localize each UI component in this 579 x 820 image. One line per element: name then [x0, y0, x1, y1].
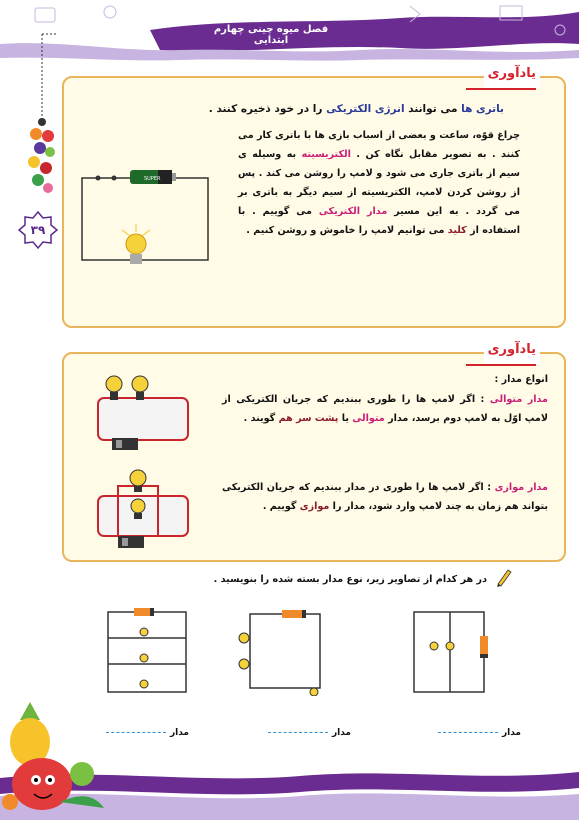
- fruit-cluster-icon: [28, 128, 55, 193]
- battery-icon: [112, 438, 138, 450]
- parallel-part: مدار موازی: [494, 482, 548, 493]
- chapter-title: فصل میوه چینی چهارم ابتدایی: [213, 24, 329, 46]
- light-bulb-icon: [239, 659, 249, 669]
- para-part: الکتریسیته: [301, 149, 351, 160]
- light-bulb-icon: [239, 633, 249, 643]
- para-part: مدار الکتریکی: [318, 206, 388, 217]
- reminder-tab-2: یادآوری: [484, 342, 540, 364]
- answer-row-2[interactable]: [268, 728, 351, 738]
- para-part: چراغ قوّه، ساعت و بعضی از اسباب بازی ها با باتری کار می کنند . به تصویر مقابل نگاه کن .: [238, 130, 520, 160]
- light-bulb-icon: [132, 376, 148, 400]
- page-number: ۳۹: [30, 223, 46, 237]
- series-circuit-illustration: [84, 372, 204, 456]
- exercise-instruction: در هر کدام از تصاویر زیر، نوع مدار بسته شده را بنویسید .: [213, 574, 487, 585]
- heading-part: انرژی الکتریکی: [326, 103, 405, 115]
- parallel-circuit-text: [222, 478, 548, 516]
- para-part: می گوییم . با استفاده از: [238, 206, 520, 236]
- parallel-part: : اگر لامپ ها را طوری در مدار ببندیم که جریان الکتریکی بتواند هم زمان به چند لامپ وارد شود، مدار را: [222, 482, 548, 512]
- light-bulb-icon: [122, 224, 150, 264]
- series-part: پشت سر هم: [278, 413, 339, 424]
- light-bulb-icon: [140, 680, 148, 688]
- light-bulb-icon: [106, 376, 122, 400]
- tab-underline: [466, 364, 536, 366]
- series-part: گویند .: [243, 413, 279, 424]
- exercise-circuit-1: [104, 606, 190, 696]
- exercise-circuit-2: [234, 606, 324, 696]
- light-bulb-icon: [140, 654, 148, 662]
- heading-part: باتری ها: [461, 103, 504, 115]
- parallel-circuit-illustration: [84, 466, 204, 556]
- circuit-types-label: انواع مدار :: [494, 374, 548, 385]
- heading-part: را در خود ذخیره کنند .: [208, 103, 327, 115]
- circuit-explanation: [238, 126, 520, 240]
- answer-blank[interactable]: [268, 732, 328, 733]
- series-circuit-text: [222, 390, 548, 428]
- light-bulb-icon: [140, 628, 148, 636]
- series-part: مدار متوالی: [489, 394, 548, 405]
- pencil-icon: [494, 568, 512, 588]
- simple-circuit-illustration: [74, 164, 214, 274]
- series-part: یا: [338, 413, 353, 424]
- parallel-part: موازی: [299, 501, 330, 512]
- parallel-part: گوییم .: [262, 501, 300, 512]
- battery-icon: [282, 610, 306, 618]
- reminder-box-2: [62, 342, 566, 562]
- tab-underline: [466, 88, 536, 90]
- light-bulb-icon: [446, 642, 454, 650]
- reminder-box-1: [62, 66, 566, 328]
- reminder-tab-1: یادآوری: [484, 66, 540, 88]
- answer-row-3[interactable]: [438, 728, 521, 738]
- light-bulb-icon: [130, 470, 146, 492]
- answer-label: مدار: [169, 728, 189, 738]
- light-bulb-icon: [430, 642, 438, 650]
- battery-icon: [130, 170, 176, 184]
- answer-blank[interactable]: [438, 732, 498, 733]
- svg-text:SUPER: SUPER: [144, 176, 161, 182]
- fruit-mascot-icon: [0, 702, 110, 820]
- battery-icon: [118, 536, 144, 548]
- answer-label: مدار: [501, 728, 521, 738]
- exercise-circuit-3: [410, 606, 496, 696]
- battery-icon: [134, 608, 154, 616]
- para-part: به وسیله ی سیم از باتری جاری می شود و لامپ را روشن می کند . پس از روشن کردن لامپ، الکتریسیته از سیم دیگر به باتری بر می گردد . به این مسیر: [238, 149, 520, 217]
- heading-part: می توانند: [404, 103, 462, 115]
- answer-row-1[interactable]: [106, 728, 189, 738]
- para-part: می توانیم لامپ را خاموش و روشن کنیم .: [246, 225, 448, 236]
- series-part: : اگر لامپ ها را طوری ببندیم که جریان الکتریکی از لامپ اوّل به لامپ دوم برسد، مدار: [222, 394, 548, 424]
- answer-label: مدار: [331, 728, 351, 738]
- light-bulb-icon: [310, 688, 318, 696]
- para-part: کلید: [447, 225, 467, 236]
- battery-heading: [124, 100, 504, 119]
- answer-blank[interactable]: [106, 732, 166, 733]
- battery-icon: [480, 636, 488, 658]
- series-part: متوالی: [352, 413, 385, 424]
